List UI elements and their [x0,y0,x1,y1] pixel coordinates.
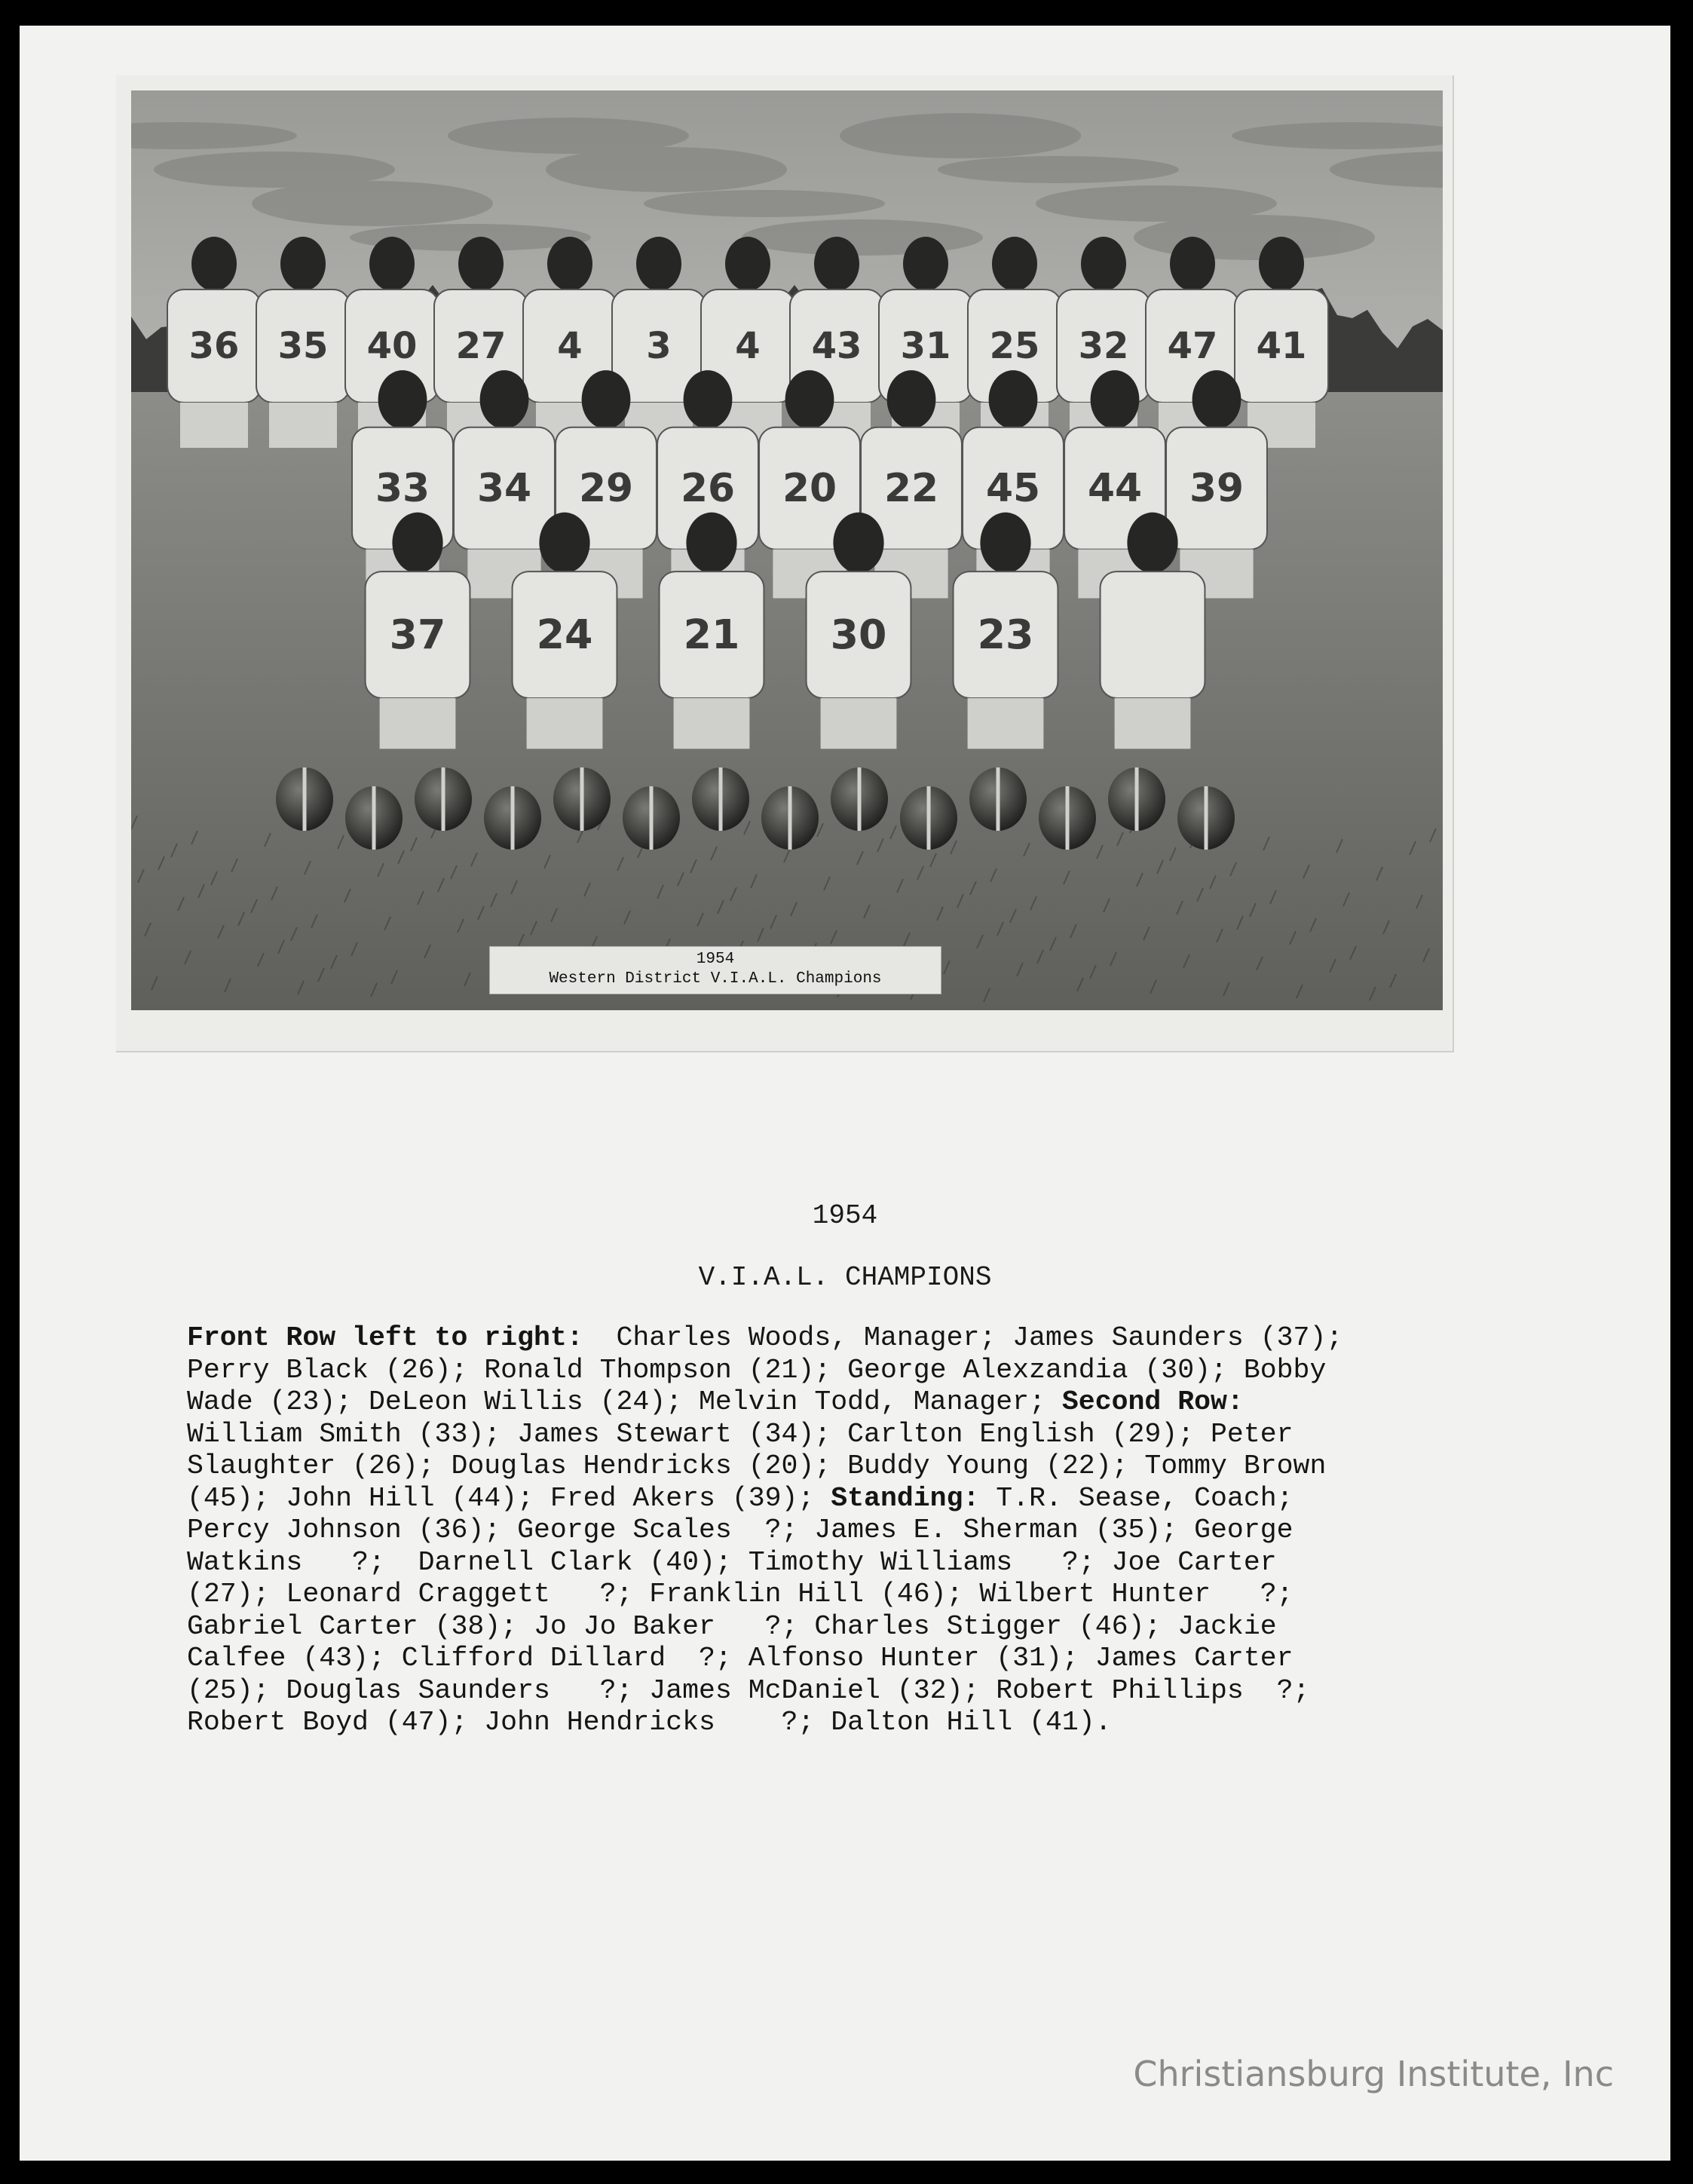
roster-text: (45); John Hill (44); Fred Akers (39); [187,1482,831,1514]
roster-heading: Second Row: [1061,1386,1244,1417]
roster-heading: Standing: [831,1482,980,1514]
roster-line [187,1707,1363,1739]
jersey-number: 33 [375,466,430,511]
jersey-number: 20 [782,466,837,511]
roster-line [187,1322,1363,1355]
roster-text: Percy Johnson (36); George Scales ?; James E. Sherman (35); George [187,1515,1293,1545]
photo-mount [116,75,1454,1052]
jersey-number: 3 [646,325,672,367]
jersey-number: 47 [1167,325,1218,367]
jersey-number: 31 [900,325,951,367]
roster-line [187,1483,1363,1515]
document-title: V.I.A.L. CHAMPIONS [698,1262,992,1293]
photo-caption-card [489,946,941,994]
jersey-number: 36 [188,325,240,367]
jersey-number: 4 [557,325,583,367]
jersey-number: 22 [883,466,939,511]
helmet [900,786,957,850]
roster-line [187,1515,1363,1547]
roster-line [187,1675,1363,1708]
helmet [415,767,472,831]
roster-line [187,1547,1363,1579]
team-photo-image [131,90,1443,1010]
roster-line [187,1643,1363,1675]
roster-text: (25); Douglas Saunders ?; James McDaniel (32); Robert Phillips ?; [187,1674,1310,1706]
document-year: 1954 [812,1200,878,1231]
jersey-number: 27 [455,325,507,367]
helmet [692,767,749,831]
roster-text: Charles Woods, Manager; James Saunders (37); [583,1322,1343,1353]
roster-text: Watkins ?; Darnell Clark (40); Timothy Williams ?; Joe Carter [187,1546,1277,1578]
roster-text: Robert Boyd (47); John Hendricks ?; Dalton Hill (41). [187,1707,1112,1738]
roster-line [187,1419,1363,1451]
jersey-number: 40 [366,325,418,367]
jersey-number: 41 [1256,325,1307,367]
roster-line [187,1579,1363,1611]
jersey-number: 32 [1078,325,1129,367]
team-photograph [131,90,1443,1010]
jersey-number: 26 [680,466,736,511]
jersey-number: 35 [277,325,329,367]
jersey-number: 25 [989,325,1040,367]
helmet [623,786,680,850]
caption-year: 1954 [696,951,735,968]
roster-text: Slaughter (26); Douglas Hendricks (20); Buddy Young (22); Tommy Brown [187,1450,1327,1481]
roster-text: (27); Leonard Craggett ?; Franklin Hill (46); Wilbert Hunter ?; [187,1579,1293,1610]
jersey-number: 43 [811,325,862,367]
caption-text: Western District V.I.A.L. Champions [549,970,882,988]
helmet [276,767,333,831]
roster-text: Calfee (43); Clifford Dillard ?; Alfonso Hunter (31); James Carter [187,1643,1293,1674]
jersey-number: 39 [1189,466,1244,511]
roster-line [187,1355,1363,1387]
jersey-number: 44 [1087,466,1143,511]
roster-line [187,1611,1363,1643]
jersey-number: 30 [830,611,887,658]
roster-text: William Smith (33); James Stewart (34); Carlton English (29); Peter [187,1418,1293,1450]
jersey-number: 24 [536,611,593,658]
helmet [1177,786,1235,850]
helmet [345,786,403,850]
helmet [1039,786,1096,850]
jersey-number: 45 [985,466,1041,511]
roster-paragraph [187,1322,1363,1739]
jersey-number: 4 [735,325,761,367]
helmet [969,767,1027,831]
helmet [1108,767,1165,831]
document-page [20,26,1670,2161]
jersey-number: 37 [389,611,446,658]
jersey-number: 34 [476,466,532,511]
roster-text: T.R. Sease, Coach; [979,1482,1293,1514]
jersey-number: 21 [683,611,740,658]
helmet [831,767,888,831]
roster-text: Perry Black (26); Ronald Thompson (21); George Alexzandia (30); Bobby [187,1354,1327,1386]
helmet [553,767,611,831]
roster-text: Gabriel Carter (38); Jo Jo Baker ?; Charles Stigger (46); Jackie [187,1610,1277,1642]
helmet [484,786,541,850]
roster-heading: Front Row left to right: [187,1322,583,1353]
jersey-number: 29 [578,466,634,511]
roster-text: Wade (23); DeLeon Willis (24); Melvin Todd, Manager; [187,1386,1062,1417]
roster-line [187,1450,1363,1483]
watermark-text: Christiansburg Institute, Inc [1133,2054,1614,2094]
roster-line [187,1386,1363,1419]
helmet [761,786,819,850]
jersey-number: 23 [977,611,1034,658]
